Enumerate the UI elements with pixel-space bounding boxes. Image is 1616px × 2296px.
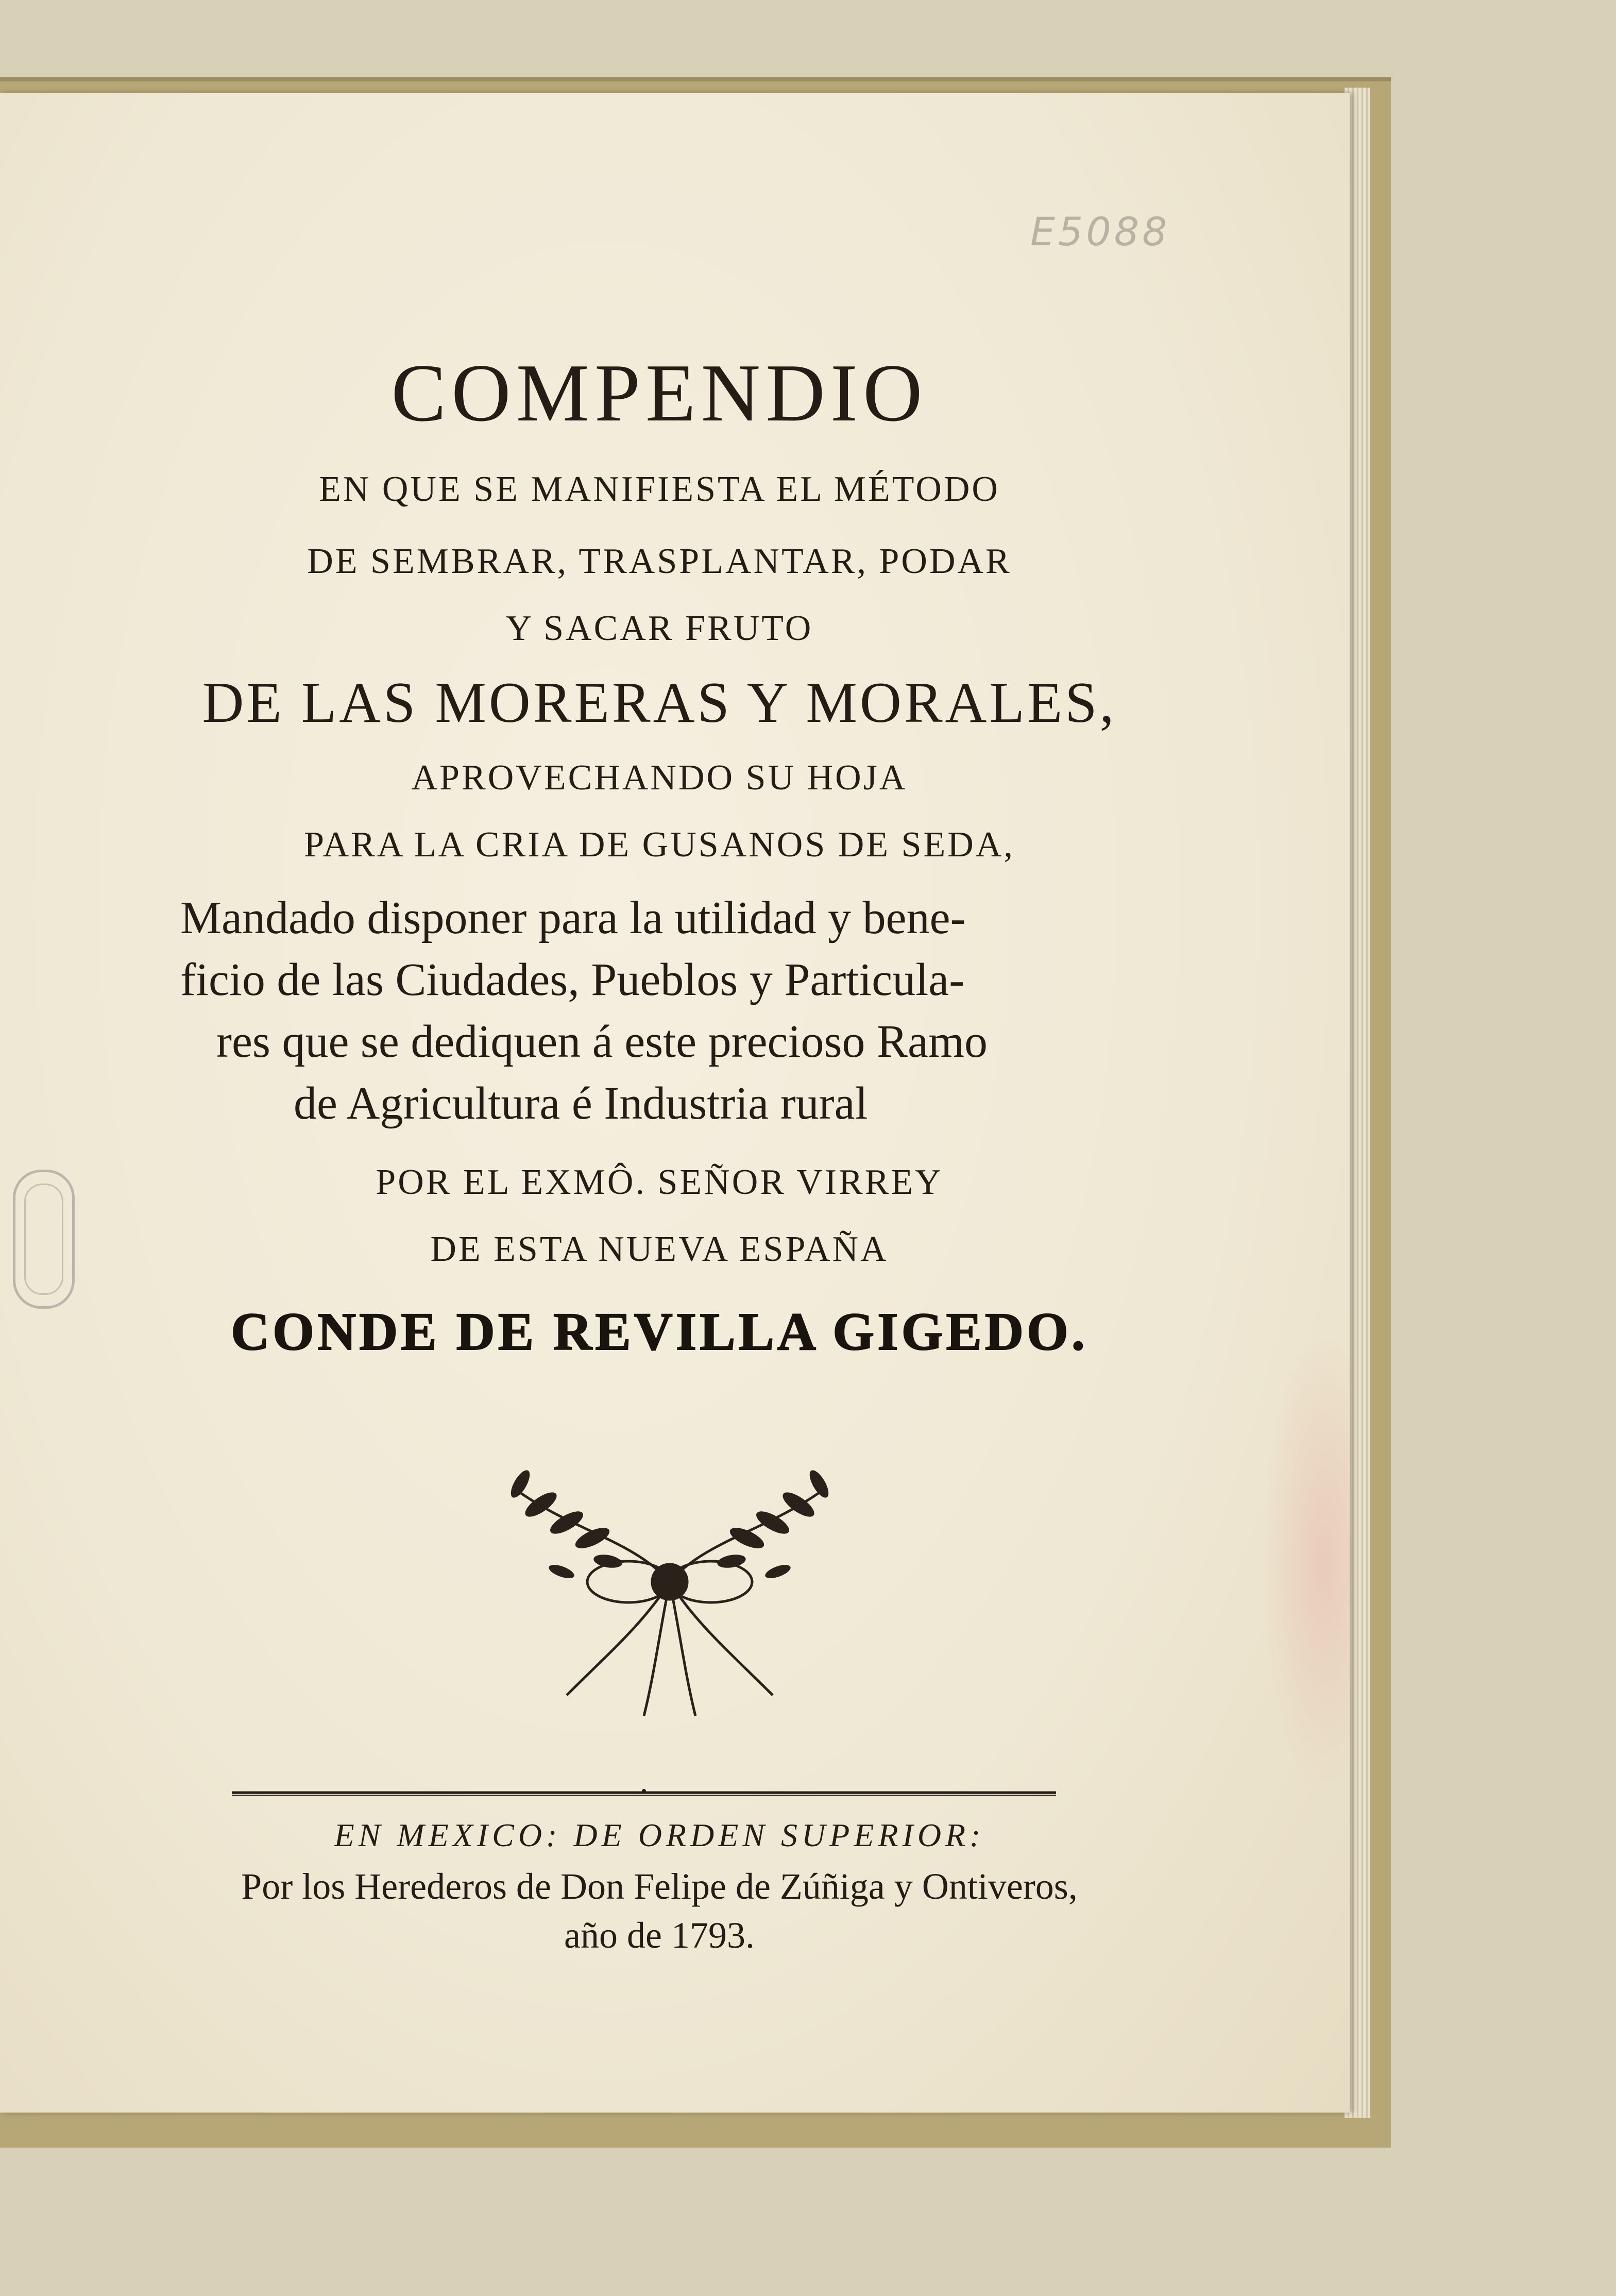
subtitle-line-3: Y SACAR FRUTO xyxy=(505,609,813,648)
subtitle-line-2: DE SEMBRAR, TRASPLANTAR, PODAR xyxy=(307,542,1012,581)
author-line-1: POR EL EXMÔ. SEÑOR VIRREY xyxy=(376,1162,943,1202)
imprint-printer: Por los Herederos de Don Felipe de Zúñiga y Ontiveros, xyxy=(241,1866,1078,1907)
imprint-place: EN MEXICO: DE ORDEN SUPERIOR: xyxy=(334,1817,985,1853)
body-line-4: de Agricultura é Industria rural xyxy=(294,1078,868,1129)
pencil-shelfmark: E5088 xyxy=(1030,209,1170,255)
title-page xyxy=(0,93,1350,2113)
author-line-2: DE ESTA NUEVA ESPAÑA xyxy=(430,1229,889,1269)
imprint-year: año de 1793. xyxy=(564,1915,755,1956)
body-line-2: ficio de las Ciudades, Pueblos y Particula- xyxy=(180,954,965,1005)
subtitle-line-1: EN QUE SE MANIFIESTA EL MÉTODO xyxy=(319,469,1000,509)
body-line-1: Mandado disponer para la utilidad y bene- xyxy=(180,892,966,943)
main-subject: DE LAS MORERAS Y MORALES, xyxy=(202,671,1117,735)
horizontal-rule xyxy=(232,1788,1056,1797)
purpose-line-1: APROVECHANDO SU HOJA xyxy=(411,758,908,798)
foxing-stain xyxy=(1262,1329,1350,1793)
author-name: CONDE DE REVILLA GIGEDO. xyxy=(231,1302,1088,1361)
body-line-3: res que se dediquen á este precioso Ramo xyxy=(216,1016,988,1067)
laurel-bow-ornament-icon xyxy=(438,1427,901,1736)
purpose-line-2: PARA LA CRIA DE GUSANOS DE SEDA, xyxy=(304,825,1015,865)
title: COMPENDIO xyxy=(391,347,928,438)
